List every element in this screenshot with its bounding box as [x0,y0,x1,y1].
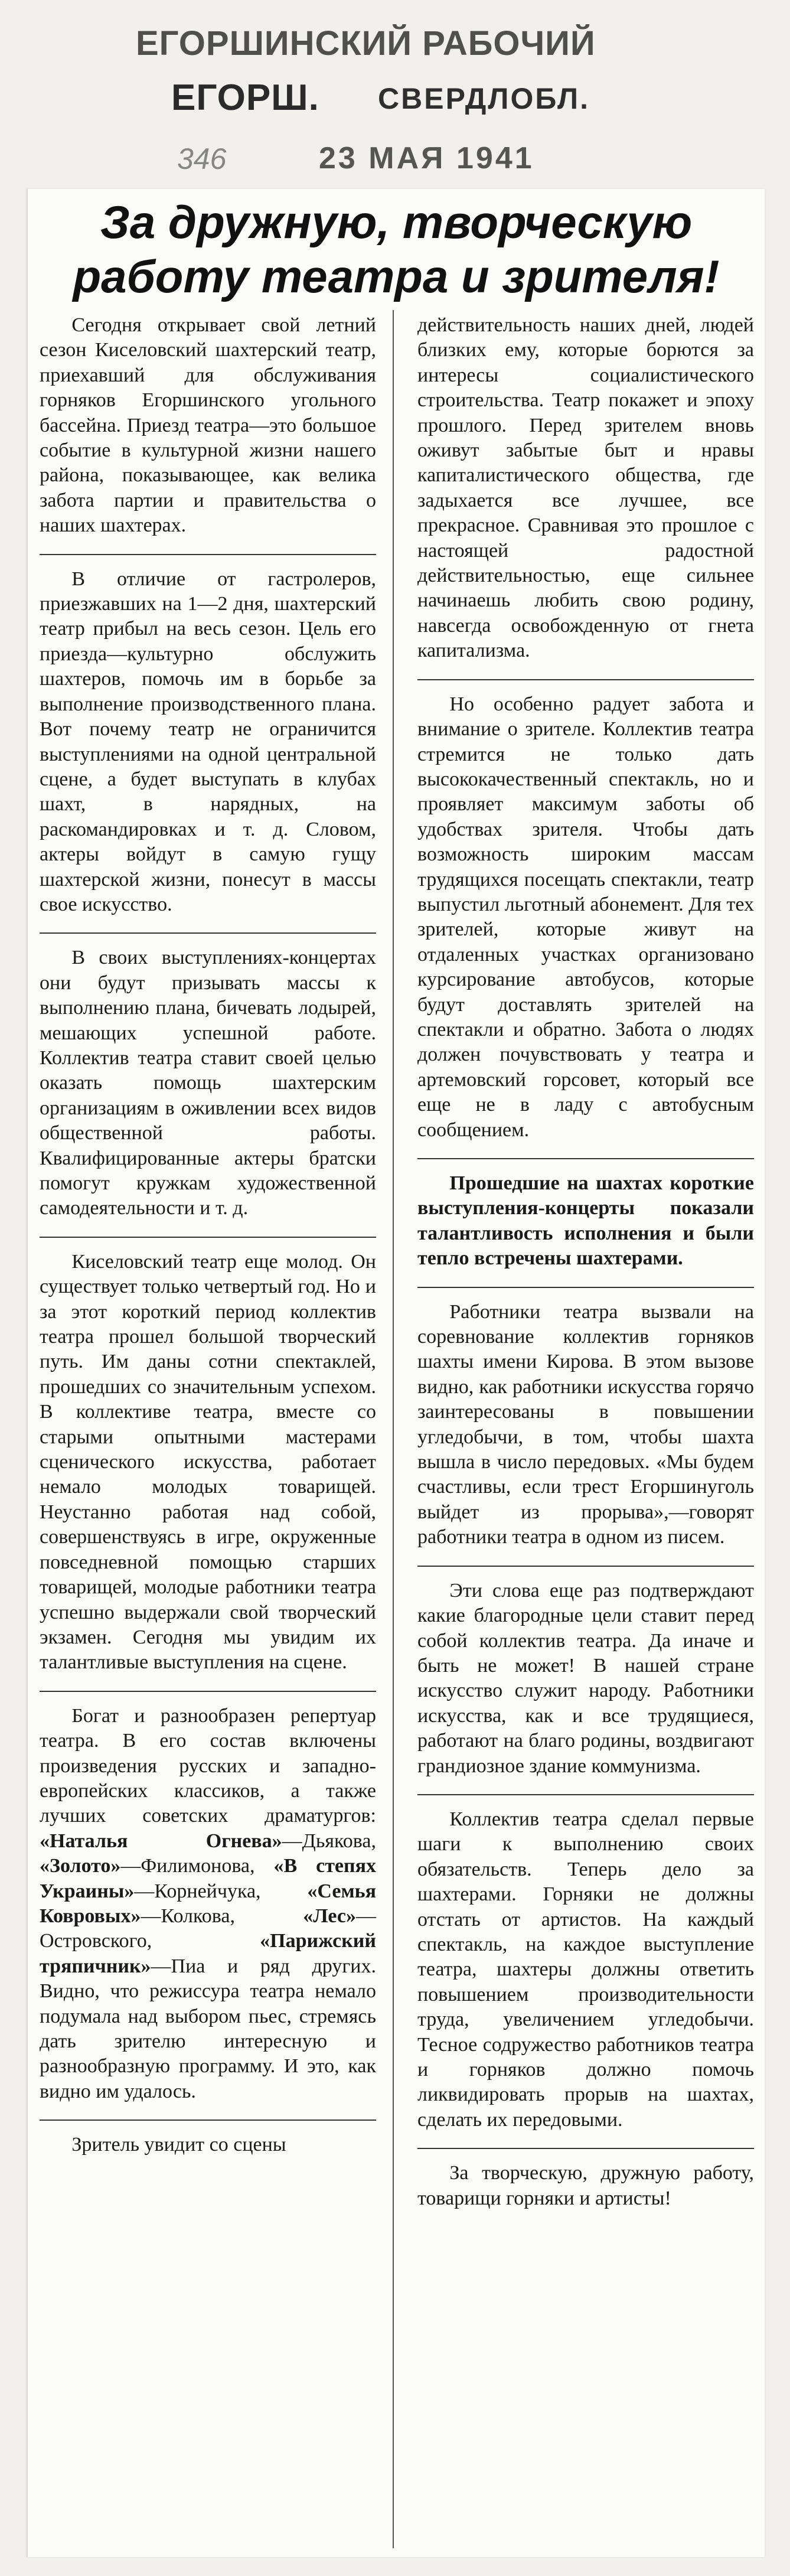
play-title: «Парижский тряпичник» [40,1930,376,1977]
repertoire-closing: —Пиа и ряд других. Видно, что режиссура театра немало подумала над выбором пьес, стремясь дать зрителю интересную и разнообразную программу. И это, как видно им удалось. [40,1955,376,2102]
stamp-region: СВЕРДЛОБЛ. [378,82,590,115]
paragraph: Коллектив театра сделал первые шаги к выполнению своих обязательств. Теперь дело за шахтерами. Горняки не должны отстать от артистов. На каждый спектакль, на каждое выступление театра, шахтеры должны ответить повышением производительности труда, увеличением угледобычи. Тесное содружество работников театра и горняков должно помочь ликвидировать прорыв на шахтах, сделать их передовыми. [417,1808,754,2131]
section-rule [40,554,376,555]
newspaper-stamp [112,18,661,177]
play-title: «Семья Ковровых» [40,1880,376,1927]
stamp-handwritten-number: 346 [177,142,227,175]
newspaper-clipping [27,189,765,2557]
headline-line-2: работу театра и зрителя! [73,250,720,302]
paragraph: Киселовский театр еще молод. Он существует только четвертый год. Но и за этот короткий период коллектив театра прошел большой творческий путь. Им даны сотни спектаклей, прошедших со значительным успехом. В коллективе театра, вместе со старыми опытными мастерами сценического искусства, работает немало молодых товарищей. Неустанно работая над собой, совершенствуясь в игре, окруженные повседневной помощью старших товарищей, молодые работники театра успешно выдержали свой творческий экзамен. Сегодня мы увидим их талантливые выступления на сцене. [40,1250,376,1674]
paragraph: В отличие от гастролеров, приезжавших на 1—2 дня, шахтерский театр прибыл на весь сезон. Цель его приезда—культурно обслужить шахтеров, помочь им в борьбе за выполнение производственного плана. Вот почему театр не ограничится выступлениями на одной центральной сцене, а будет выступать в клубах шахт, в нарядных, на раскомандировках и т. д. Словом, актеры войдут в самую гущу шахтерской жизни, понесут в массы свое искусство. [40,568,376,915]
column-divider [393,310,394,2548]
play-author: —Островского, [40,1905,376,1952]
section-rule [417,679,754,680]
article-headline [28,195,765,304]
article-column-right [417,313,754,2551]
repertoire-intro: Богат и разнообразен репертуар театра. В его состав включены произведения русских и западно-европейских классиков, а также лучших советских драматургов: [40,1704,376,1827]
paragraph-repertoire [40,1704,376,2105]
paragraph: Сегодня открывает свой летний сезон Киселовский шахтерский театр, приехавший для обслуживания горняков Егоршинского угольного бассейна. Приезд театра—это большое событие в культурной жизни нашего района, показывающее, как велика забота партии и правительства о наших шахтерах. [40,314,376,537]
article-column-left [40,313,376,2551]
paragraph: Но особенно радует забота и внимание о зрителе. Коллектив театра стремится не только дать высококачественный спектакль, но и проявляет максимум заботы об удобствах зрителя. Чтобы дать возможность широким массам трудящихся посещать спектакли, театр выпустил льготный абонемент. Для тех зрителей, которые живут на отдаленных участках организовано курсирование автобусов, которые будут доставлять зрителей на спектакли и обратно. Забота о людях должен почувствовать у театра и артемовский горсовет, который все еще не в ладу с автобусным сообщением. [417,693,754,1141]
play-author: —Корнейчука, [134,1880,261,1902]
section-rule [417,1287,754,1288]
play-author: —Дьякова, [282,1830,376,1852]
stamp-town-abbr: ЕГОРШ. [171,77,319,118]
section-rule [40,1691,376,1692]
section-rule [40,932,376,934]
paragraph: За творческую, дружную работу, товарищи горняки и артисты! [417,2162,754,2209]
play-title: «Лес» [303,1905,356,1927]
paragraph: В своих выступлениях-концертах они будут призывать массы к выполнению плана, бичевать лодырей, мешающих успешной работе. Коллектив театра ставит своей целью оказать помощь шахтерским организациям в оживлении всех видов общественной работы. Квалифицированные актеры братски помогут кружкам художественной самодеятельности и т. д. [40,947,376,1219]
stamp-date: 23 МАЯ 1941 [319,141,534,175]
headline-line-1: За дружную, творческую [100,196,693,248]
section-rule [417,2148,754,2149]
paragraph: действительность наших дней, людей близких ему, которые борются за интересы социалистического строительства. Театр покажет и эпоху прошлого. Перед зрителем вновь оживут забытые быт и нравы капиталистического общества, где задыхается все лучшее, все прекрасное. Сравнивая это прошлое с настоящей радостной действительностью, еще сильнее начинаешь любить свою родину, навсегда освобожденную от гнета капитализма. [417,314,754,662]
paragraph: Прошедшие на шахтах короткие выступления-концерты показали талантливость исполнения и были тепло встречены шахтерами. [417,1172,754,1270]
section-rule [40,2120,376,2121]
paragraph: Зритель увидит со сцены [71,2134,286,2156]
play-title: «Золото» [40,1855,121,1877]
play-author: —Колкова, [141,1905,235,1927]
play-title: «В степях Украины» [40,1855,377,1902]
paragraph: Работники театра вызвали на соревнование коллектив горняков шахты имени Кирова. В этом вызове видно, как работники искусства горячо заинтересованы в повышении угледобычи, в том, чтобы шахта вышла в число передовых. «Мы будем счастливы, если трест Егоршинуголь выйдет из прорыва»,—говорят работники театра в одном из писем. [417,1300,754,1548]
play-author: —Филимонова, [120,1855,255,1877]
play-title: «Наталья Огнева» [40,1830,282,1852]
section-rule [417,1794,754,1795]
stamp-newspaper-title: ЕГОРШИНСКИЙ РАБОЧИЙ [136,24,596,63]
section-rule [417,1566,754,1567]
section-rule [417,1158,754,1159]
section-rule [40,1237,376,1238]
paragraph: Эти слова еще раз подтверждают какие благородные цели ставит перед собой коллектив театра. Да иначе и быть не может! В нашей стране искусство служит народу. Работники искусства, как и все трудящиеся, работают на благо родины, воздвигают грандиозное здание коммунизма. [417,1579,754,1777]
